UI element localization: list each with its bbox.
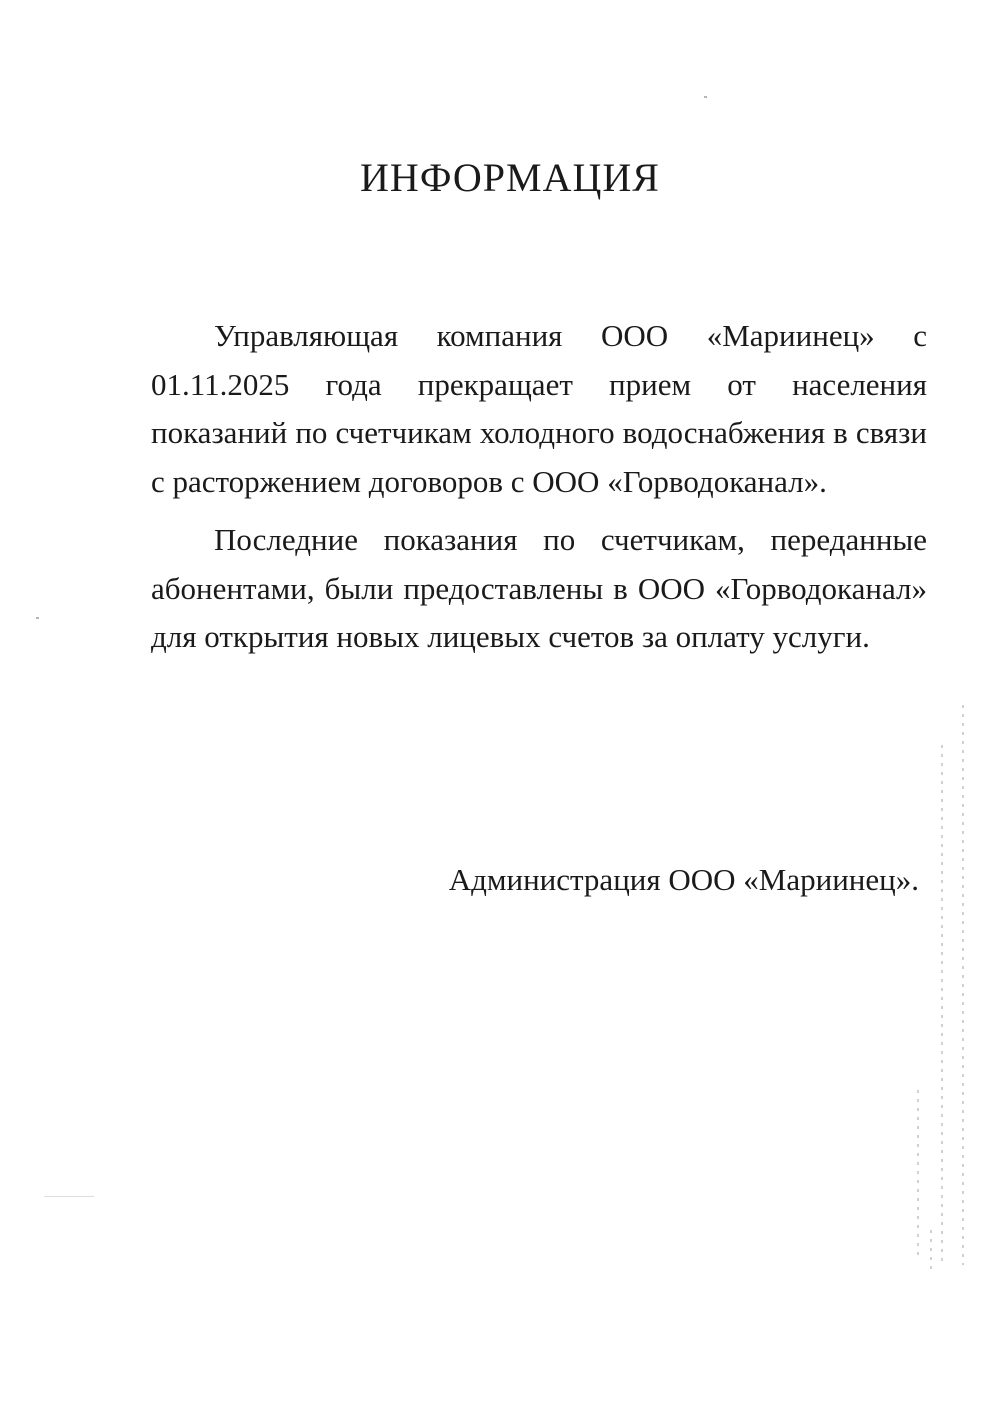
scan-speck: [704, 96, 707, 98]
scan-artifact-strip: [917, 1090, 919, 1260]
paragraph-last-readings: Последние показания по счетчикам, переданные абонентами, были предоставлены в ООО «Горводоканал» для открытия новых лицевых счетов за оплату услуги.: [151, 522, 927, 654]
document-title: ИНФОРМАЦИЯ: [360, 155, 660, 200]
scan-speck: [36, 617, 39, 619]
paragraph-notice: Управляющая компания ООО «Мариинец» с 01.11.2025 года прекращает прием от населения показаний по счетчикам холодного водоснабжения в связи с расторжением договоров с ООО «Горводоканал».: [151, 318, 927, 499]
signature-line: Администрация ООО «Мариинец».: [448, 862, 919, 897]
scan-artifact-strip: [962, 705, 964, 1265]
document-body: [151, 312, 927, 662]
scan-artifact-strip: [930, 1230, 932, 1270]
scan-speck: [44, 1196, 94, 1197]
scan-artifact-strip: [941, 745, 943, 1265]
